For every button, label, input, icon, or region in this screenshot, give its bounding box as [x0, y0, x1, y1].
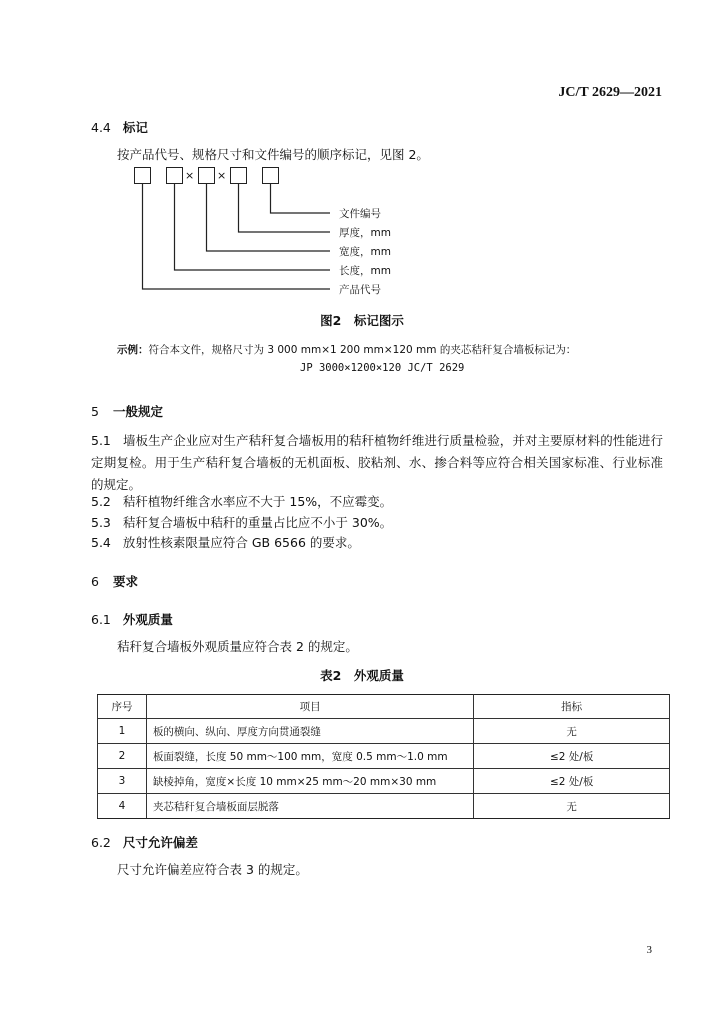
- page-number: 3: [646, 944, 652, 956]
- clause-number: 5.2: [91, 494, 111, 509]
- label-width: 宽度，mm: [339, 246, 391, 258]
- clause-5-2: [91, 491, 392, 513]
- table-2-appearance-quality: [97, 694, 670, 819]
- clause-text: 秸秆植物纤维含水率应不大于 15%，不应霉变。: [122, 494, 393, 509]
- table-cell: 无: [474, 794, 670, 819]
- table-row: [98, 744, 670, 769]
- label-length: 长度，mm: [339, 265, 391, 277]
- section-6-1-heading: [91, 610, 173, 628]
- table-cell: 夹芯秸秆复合墙板面层脱落: [146, 794, 473, 819]
- table-cell: 1: [98, 719, 147, 744]
- section-6-2-text: 尺寸允许偏差应符合表 3 的规定。: [117, 862, 308, 877]
- table-2-caption: 表2 外观质量: [320, 668, 404, 683]
- section-6-1-text: 秸秆复合墙板外观质量应符合表 2 的规定。: [117, 639, 358, 654]
- clause-number: 5.4: [91, 535, 111, 550]
- label-product-code: 产品代号: [339, 284, 381, 296]
- section-title: 尺寸允许偏差: [122, 835, 198, 850]
- header-cell: 指标: [474, 695, 670, 719]
- section-title: 一般规定: [112, 404, 163, 419]
- table-cell: 4: [98, 794, 147, 819]
- example-label: 示例：: [117, 344, 149, 356]
- label-thickness: 厚度，mm: [339, 227, 391, 239]
- example-mark: JP 3000×1200×120 JC/T 2629: [300, 362, 465, 374]
- table-row: [98, 794, 670, 819]
- section-title: 要求: [112, 574, 138, 589]
- clause-text: 秸秆复合墙板中秸秆的重量占比应不小于 30%。: [122, 515, 393, 530]
- header-cell: 序号: [98, 695, 147, 719]
- standard-code-header: JC/T 2629—2021: [558, 85, 662, 100]
- section-number: 5: [91, 404, 99, 419]
- section-6-2-heading: [91, 833, 198, 851]
- section-number: 6.1: [91, 612, 111, 627]
- clause-5-4: [91, 532, 360, 554]
- figure-caption: 图2 标记图示: [320, 313, 404, 328]
- table-cell: 板面裂缝，长度 50 mm～100 mm，宽度 0.5 mm～1.0 mm: [146, 744, 473, 769]
- times-sign: ×: [185, 169, 195, 182]
- table-header-row: [98, 695, 670, 719]
- clause-number: 5.1: [91, 433, 111, 448]
- table-cell: ≤2 处/板: [474, 744, 670, 769]
- table-row: [98, 719, 670, 744]
- example-text: 符合本文件，规格尺寸为 3 000 mm×1 200 mm×120 mm 的夹芯秸秆复合墙板标记为：: [148, 344, 577, 356]
- clause-5-3: [91, 512, 392, 534]
- table-cell: ≤2 处/板: [474, 769, 670, 794]
- table-cell: 缺棱掉角，宽度×长度 10 mm×25 mm～20 mm×30 mm: [146, 769, 473, 794]
- section-6-heading: [91, 572, 138, 590]
- table-cell: 板的横向、纵向、厚度方向贯通裂缝: [146, 719, 473, 744]
- header-cell: 项目: [146, 695, 473, 719]
- times-sign: ×: [217, 169, 227, 182]
- section-number: 6: [91, 574, 99, 589]
- example-line: [117, 342, 576, 357]
- section-number: 4.4: [91, 120, 111, 135]
- table-row: [98, 769, 670, 794]
- table-cell: 2: [98, 744, 147, 769]
- clause-text: 放射性核素限量应符合 GB 6566 的要求。: [122, 535, 360, 550]
- clause-5-1: [91, 430, 663, 496]
- section-5-heading: [91, 402, 163, 420]
- table-cell: 3: [98, 769, 147, 794]
- label-document-number: 文件编号: [339, 208, 381, 220]
- section-title: 标记: [122, 120, 148, 135]
- section-title: 外观质量: [122, 612, 173, 627]
- section-4-4-text: 按产品代号、规格尺寸和文件编号的顺序标记，见图 2。: [117, 147, 429, 162]
- clause-number: 5.3: [91, 515, 111, 530]
- clause-text: 墙板生产企业应对生产秸秆复合墙板用的秸秆植物纤维进行质量检验，并对主要原材料的性能进行定期复检。用于生产秸秆复合墙板的无机面板、胶粘剂、水、掺合料等应符合相关国家标准、行业标准的规定。: [91, 433, 663, 492]
- table-cell: 无: [474, 719, 670, 744]
- section-number: 6.2: [91, 835, 111, 850]
